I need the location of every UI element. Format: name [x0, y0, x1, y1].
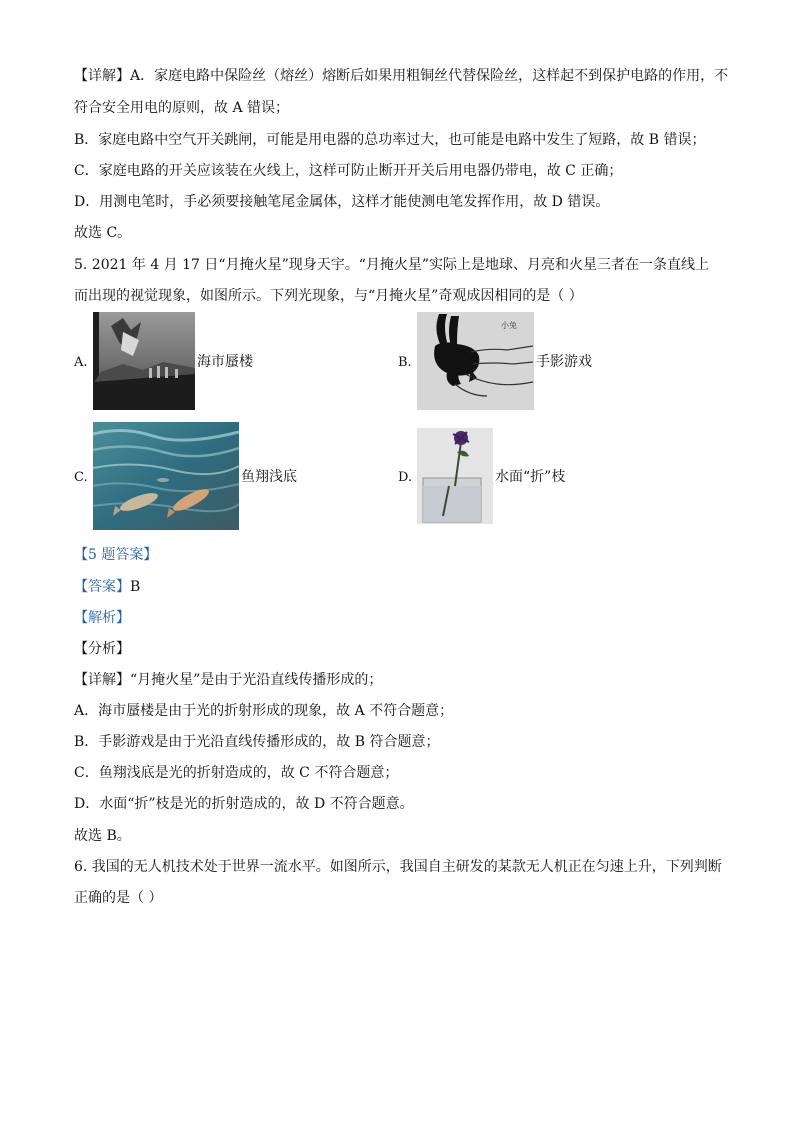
q4-line1-text: A．家庭电路中保险丝（熔丝）熔断后如果用粗铜丝代替保险丝，这样起不到保护电路的作用，不	[130, 68, 729, 84]
q4-detail-line2: 符合安全用电的原则，故 A 错误；	[74, 100, 290, 116]
option-a-letter: A.	[74, 355, 88, 370]
option-b-letter: B.	[398, 355, 412, 370]
q5-exp-b: B．手影游戏是由于光沿直线传播形成的，故 B 符合题意；	[74, 734, 440, 750]
q4-detail-line4: C．家庭电路的开关应该装在火线上，这样可防止断开开关后用电器仍带电，故 C 正确；	[74, 163, 623, 179]
q4-detail-line3: B．家庭电路中空气开关跳闸，可能是用电器的总功率过大，也可能是电路中发生了短路，故 B 错误；	[74, 132, 706, 148]
q4-detail-line1	[74, 66, 728, 86]
answer-tag: 【答案】	[74, 579, 130, 595]
q5-detail-text: “月掩火星”是由于光沿直线传播形成的；	[130, 672, 383, 688]
q4-conclusion: 故选 C。	[74, 225, 132, 241]
q5-detail-tag: 【详解】	[74, 672, 130, 688]
option-c-label: 鱼翔浅底	[241, 469, 297, 485]
option-d-label: 水面“折”枝	[495, 469, 566, 485]
fish-image	[93, 422, 239, 530]
option-c-letter: C.	[74, 470, 88, 485]
answer-value: B	[130, 579, 141, 595]
bent-stem-image	[417, 428, 493, 524]
option-b-label: 手影游戏	[536, 354, 592, 370]
fenxi-tag: 【分析】	[74, 641, 130, 657]
analysis-tag: 【解析】	[74, 610, 130, 626]
mirage-image	[93, 312, 195, 410]
q5-conclusion: 故选 B。	[74, 828, 131, 844]
q5-exp-a: A．海市蜃楼是由于光的折射形成的现象，故 A 不符合题意；	[74, 703, 454, 719]
q5-exp-c: C．鱼翔浅底是光的折射造成的，故 C 不符合题意；	[74, 765, 399, 781]
q4-detail-tag: 【详解】	[74, 68, 130, 84]
q6-stem-line1: 6. 我国的无人机技术处于世界一流水平。如图所示，我国自主研发的某款无人机正在匀速上升，下列判断	[74, 859, 722, 875]
option-a-label: 海市蜃楼	[197, 354, 253, 370]
q5-stem-line2: 而出现的视觉现象，如图所示。下列光现象，与“月掩火星”奇观成因相同的是（ ）	[74, 288, 583, 304]
hand-shadow-image	[417, 312, 534, 410]
q6-stem-line2: 正确的是（ ）	[74, 890, 163, 906]
q5-exp-d: D．水面“折”枝是光的折射造成的，故 D 不符合题意。	[74, 796, 414, 812]
q4-detail-line5: D．用测电笔时，手必须要接触笔尾金属体，这样才能使测电笔发挥作用，故 D 错误。	[74, 194, 610, 210]
option-d-letter: D.	[398, 470, 413, 485]
q5-stem-line1: 5. 2021 年 4 月 17 日“月掩火星”现身天宇。“月掩火星”实际上是地球、月亮和火星三者在一条直线上	[74, 257, 710, 273]
shadow-caption: 小兔	[501, 321, 517, 330]
q5-answer-line	[74, 577, 140, 597]
q5-answer-header: 【5 题答案】	[74, 547, 158, 563]
q5-detail-line	[74, 670, 382, 690]
